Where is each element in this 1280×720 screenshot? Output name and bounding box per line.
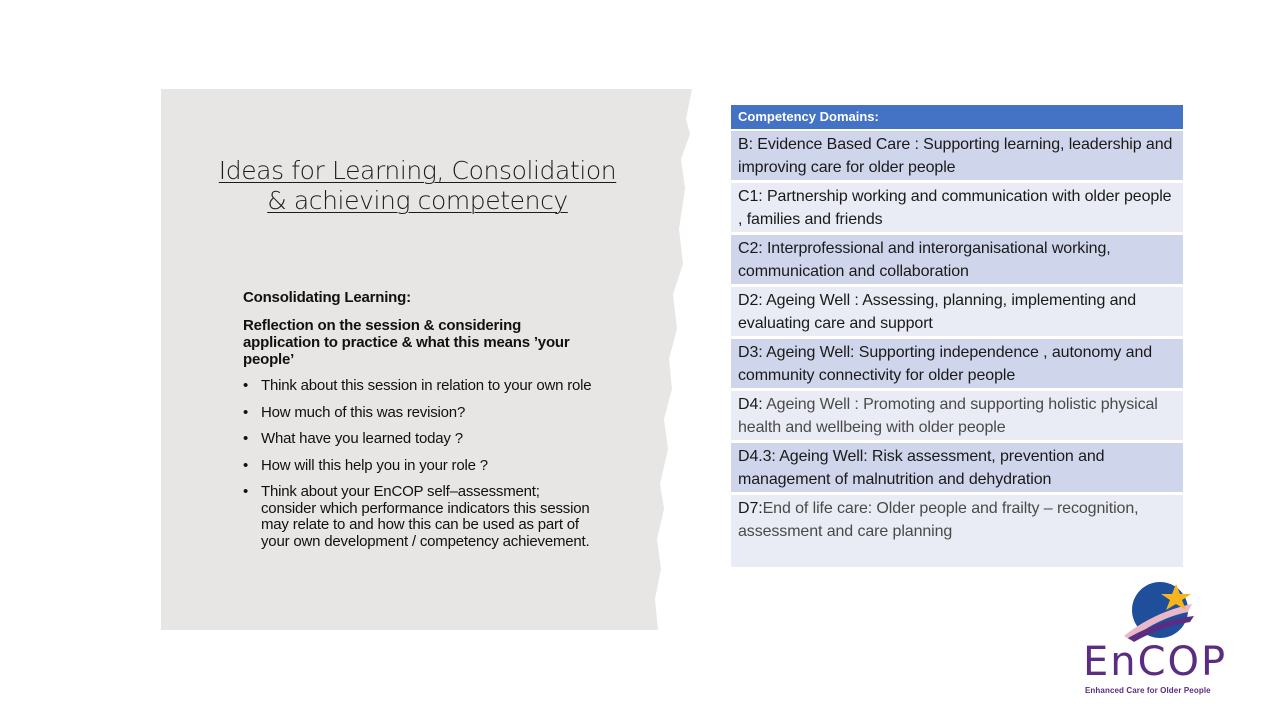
domain-code: D4.3: [738,448,776,465]
list-item: • How will this help you in your role ? [243,456,488,474]
competency-domains-table [731,105,1183,567]
encop-logo [1080,582,1240,697]
domain-code: D4: [738,396,763,413]
title-line-2: & achieving competency [267,186,568,215]
table-row [731,443,1183,492]
bullet-icon: • [243,456,249,474]
logo-tagline: Enhanced Care for Older People [1085,686,1211,695]
consolidating-heading: Consolidating Learning: [243,289,411,306]
domain-code: D7: [738,500,763,517]
table-row [731,339,1183,388]
domain-text: Ageing Well : Assessing, planning, implementing and evaluating care and support [738,292,1137,332]
domain-code: D2: [738,292,763,309]
domain-code: C1: [738,188,763,205]
slide-title [200,156,635,216]
title-line-1: Ideas for Learning, Consolidation [218,156,617,185]
domain-code: B: [738,136,753,153]
logo-globe-star-icon [1080,582,1240,642]
bullet-icon: • [243,430,249,447]
table-row [731,391,1183,440]
table-row [731,183,1183,232]
consolidating-learning-section [243,289,593,560]
domain-text: Ageing Well: Supporting independence , autonomy and community connectivity for older people [738,344,1153,384]
reflection-subheading: Reflection on the session & considering application to practice & what this means ’your people’ [243,317,570,368]
table-row [731,131,1183,180]
domain-text: Partnership working and communication with older people , families and friends [738,188,1172,228]
table-header: Competency Domains: [731,105,1183,129]
domain-text: Interprofessional and interorganisational working, communication and collaboration [738,240,1111,280]
bullet-icon: • [243,403,249,421]
table-row [731,235,1183,284]
bullet-icon: • [243,483,249,500]
bullet-icon: • [243,377,249,394]
list-item: • Think about this session in relation to your own role [243,377,592,394]
ideas-list [243,378,593,550]
domain-text: Evidence Based Care : Supporting learning, leadership and improving care for older people [738,136,1173,176]
domain-text: Ageing Well: Risk assessment, prevention and management of malnutrition and dehydration [738,448,1105,488]
list-item: • How much of this was revision? [243,403,466,421]
table-row [731,287,1183,336]
domain-text: End of life care: Older people and frailty – recognition, assessment and care planning [738,500,1139,540]
domain-code: D3: [738,344,763,361]
domain-code: C2: [738,240,763,257]
list-item: • Think about your EnCOP self–assessment; consider which performance indicators this session may relate to and how this can be used as part of your own development / competency achievement. [243,483,590,550]
domain-text: Ageing Well : Promoting and supporting holistic physical health and wellbeing with older people [738,396,1158,436]
logo-wordmark: EnCOP [1083,639,1228,685]
list-item: • What have you learned today ? [243,430,463,447]
table-row [731,495,1183,567]
